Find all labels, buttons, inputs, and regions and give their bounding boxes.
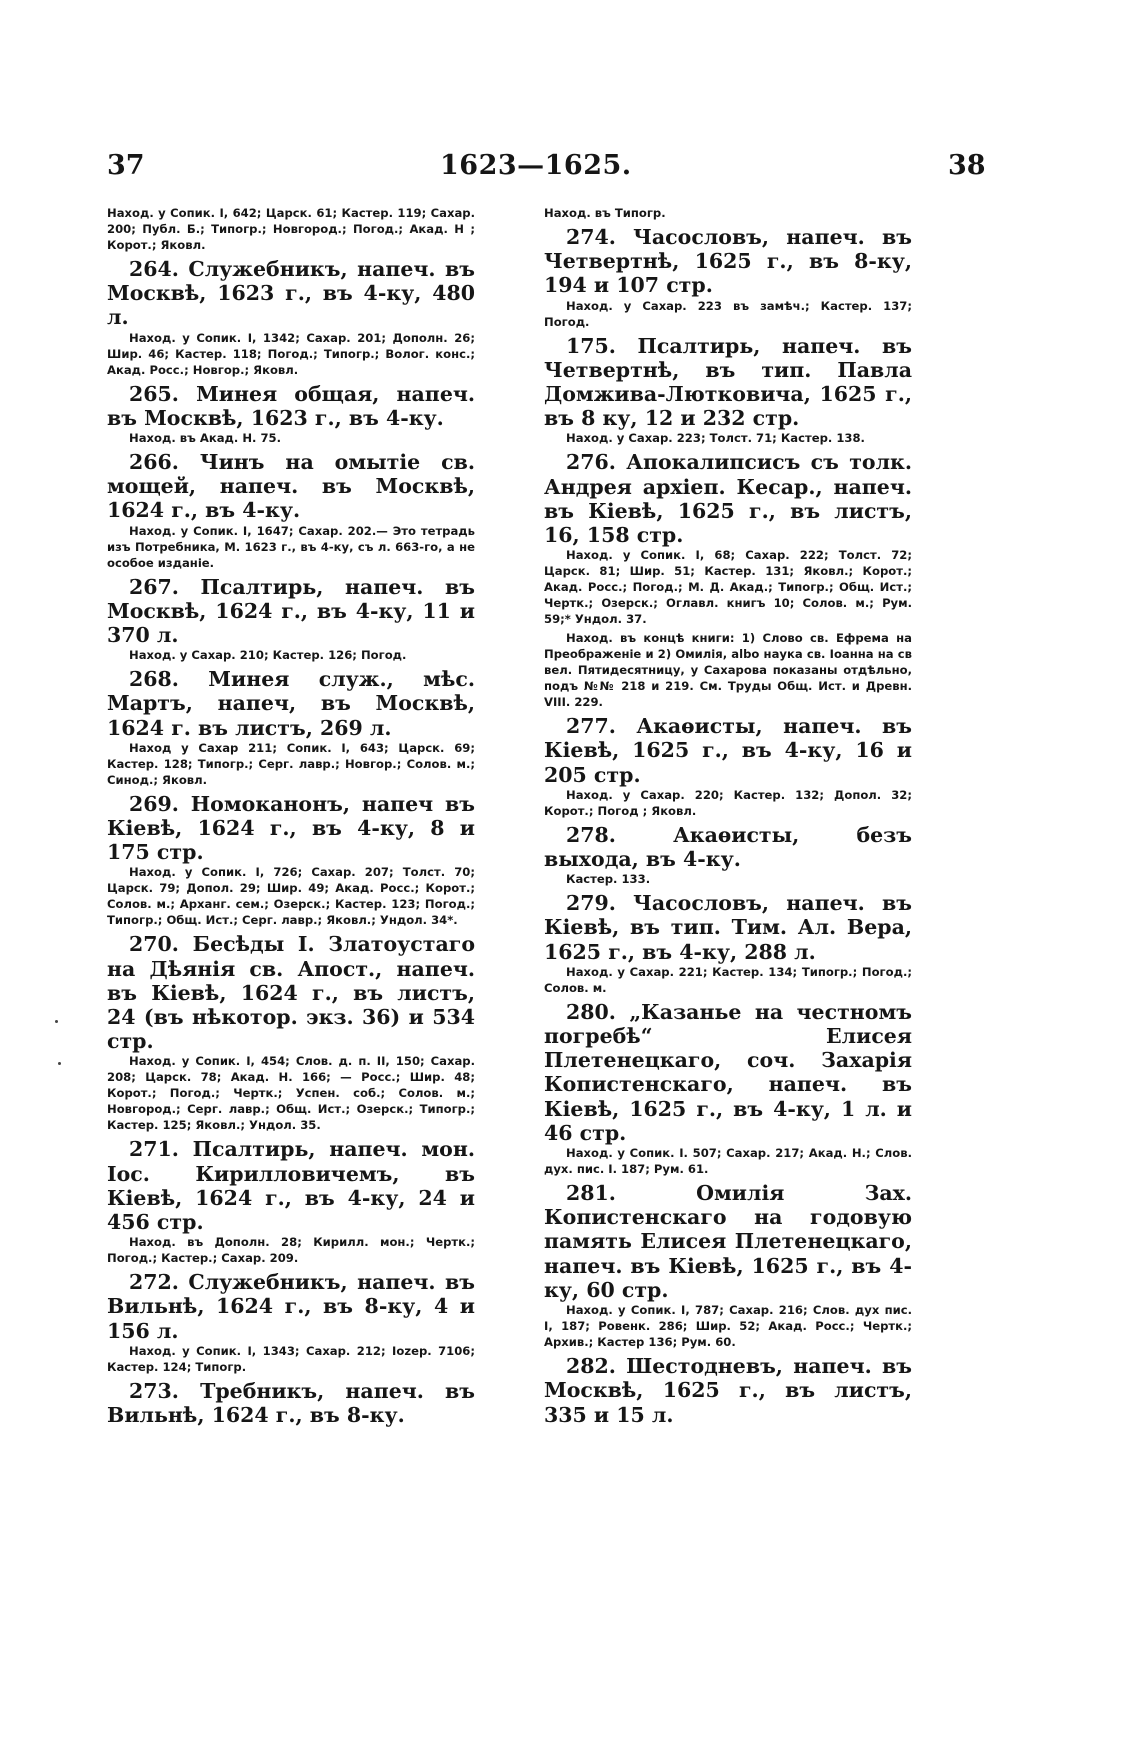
holdings-note: Наход. въ Акад. Н. 75.	[129, 431, 282, 446]
page-number-right: 38	[948, 150, 986, 181]
entry-title: 266. Чинъ на омытіе св. мощей, напеч. въ Москвѣ, 1624 г., въ 4-ку.	[107, 450, 475, 523]
holdings-note: Наход. у Сопик. I, 1343; Сахар. 212; Іоzер. 7106; Кастер. 124; Типогр.	[107, 1343, 475, 1374]
entry-title: 277. Акаѳисты, напеч. въ Кіевѣ, 1625 г., въ 4-ку, 16 и 205 стр.	[544, 714, 912, 787]
catalog-entry	[107, 667, 475, 788]
entry-title: 175. Псалтирь, напеч. въ Четвертнѣ, въ тип. Павла Домжива-Лютковича, 1625 г., въ 8 ку, 12 и 232 стр.	[544, 333, 912, 431]
holdings-note: Наход. у Сопик. I. 507; Сахар. 217; Акад. Н.; Слов. дух. пис. I. 187; Рум. 61.	[544, 1146, 912, 1177]
holdings-note: Наход. въ Дополн. 28; Кирилл. мон.; Чертк.; Погод.; Кастер.; Сахар. 209.	[107, 1235, 475, 1266]
catalog-entry	[107, 575, 475, 664]
catalog-entry	[107, 932, 475, 1133]
holdings-note: Наход. у Сахар. 221; Кастер. 134; Типогр.; Погод.; Солов. м.	[544, 964, 912, 995]
holdings-note: Наход. въ концѣ книги: 1) Слово св. Ефрема на Преображеніе и 2) Омилія, albo наука св. Іоанна на св вел. Пятидесятницу, у Сахарова показаны отдѣльно, подъ №№ 218 и 219. См. Труды Общ. Ист. и Древн. VIII. 229.	[544, 631, 912, 710]
holdings-note: Наход. у Сопик. I, 454; Слов. д. п. II, 150; Сахар. 208; Царск. 78; Акад. Н. 166; — Росс.; Шир. 48; Корот.; Погод.; Чертк.; Успен. соб.; Солов. м.; Новгород.; Серг. лавр.; Общ. Ист.; Озерск.; Типогр.; Кастер. 125; Яковл.; Ундол. 35.	[107, 1054, 475, 1133]
holdings-note: Наход. у Сахар. 210; Кастер. 126; Погод.	[129, 648, 407, 663]
catalog-entry	[544, 225, 912, 330]
holdings-note: Наход. у Сопик. I, 1647; Сахар. 202.— Это тетрадь изъ Потребника, М. 1623 г., въ 4-ку, съ л. 663-го, а не особое изданіе.	[107, 523, 475, 570]
page-number-left: 37	[107, 150, 145, 181]
scan-speck	[55, 1020, 58, 1023]
catalog-entry	[107, 1137, 475, 1266]
right-column	[544, 205, 912, 1431]
entry-title: 268. Минея служ., мѣс. Мартъ, напеч, въ Москвѣ, 1624 г. въ листъ, 269 л.	[107, 667, 475, 740]
catalog-entry	[544, 1000, 912, 1177]
entry-title: 282. Шестодневъ, напеч. въ Москвѣ, 1625 г., въ листъ, 335 и 15 л.	[544, 1354, 912, 1427]
catalog-entry	[544, 205, 912, 221]
catalog-entry	[544, 450, 912, 710]
entry-title: 272. Служебникъ, напеч. въ Вильнѣ, 1624 г., въ 8-ку, 4 и 156 л.	[107, 1270, 475, 1343]
catalog-entry	[544, 714, 912, 819]
catalog-entry	[544, 823, 912, 887]
entry-title: 278. Акаѳисты, безъ выхода, въ 4-ку.	[544, 822, 912, 872]
catalog-entry	[107, 257, 475, 378]
catalog-entry	[544, 891, 912, 996]
entry-title: 274. Часословъ, напеч. въ Четвертнѣ, 1625 г., въ 8-ку, 194 и 107 стр.	[544, 225, 912, 298]
catalog-entry	[107, 1379, 475, 1427]
entry-title: 265. Минея общая, напеч. въ Москвѣ, 1623 г., въ 4-ку.	[107, 381, 475, 430]
entry-title: 280. „Казанье на честномъ погребѣ“ Елисея Плетенецкаго, соч. Захарія Копистенскаго, напеч. въ Кіевѣ, 1625 г., въ 4-ку, 1 л. и 46 стр.	[544, 999, 912, 1145]
holdings-note: Наход. у Сопик. I, 68; Сахар. 222; Толст. 72; Царск. 81; Шир. 51; Кастер. 131; Яковл.; Корот.; Акад. Росс.; Погод.; М. Д. Акад.; Типогр.; Общ. Ист.; Чертк.; Озерск.; Оглавл. книгъ 10; Солов. м.; Рум. 59;* Ундол. 37.	[544, 548, 912, 627]
holdings-note: Кастер. 133.	[566, 872, 651, 887]
catalog-entry	[107, 450, 475, 571]
entry-title: 281. Омилія Зах. Копистенскаго на годовую память Елисея Плетенецкаго, напеч. въ Кіевѣ, 1625 г., въ 4-ку, 60 стр.	[544, 1181, 912, 1302]
catalog-entry	[107, 1270, 475, 1375]
entry-title: 264. Служебникъ, напеч. въ Москвѣ, 1623 г., въ 4-ку, 480 л.	[107, 257, 475, 330]
catalog-entry	[107, 205, 475, 253]
catalog-entry	[544, 1181, 912, 1350]
entry-title: 267. Псалтирь, напеч. въ Москвѣ, 1624 г., въ 4-ку, 11 и 370 л.	[107, 574, 475, 648]
entry-title: 279. Часословъ, напеч. въ Кіевѣ, въ тип. Тим. Ал. Вера, 1625 г., въ 4-ку, 288 л.	[544, 891, 912, 964]
entry-title: 269. Номоканонъ, напеч въ Кіевѣ, 1624 г., въ 4-ку, 8 и 175 стр.	[107, 791, 475, 865]
catalog-entry	[107, 792, 475, 929]
catalog-entry	[544, 1354, 912, 1427]
holdings-note: Наход у Сахар 211; Сопик. I, 643; Царск. 69; Кастер. 128; Типогр.; Серг. лавр.; Новгор.; Солов. м.; Синод.; Яковл.	[107, 740, 475, 787]
holdings-note: Наход. въ Типогр.	[544, 206, 666, 220]
catalog-entry	[107, 382, 475, 446]
entry-title: 273. Требникъ, напеч. въ Вильнѣ, 1624 г., въ 8-ку.	[107, 1378, 475, 1428]
entry-title: 270. Бесѣды I. Златоустаго на Дѣянія св. Апост., напеч. въ Кіевѣ, 1624 г., въ листъ, 24 (въ нѣкотор. экз. 36) и 534 стр.	[107, 932, 475, 1054]
scan-speck	[58, 1062, 61, 1065]
holdings-note: Наход. у Сопик. I, 642; Царск. 61; Кастер. 119; Сахар. 200; Публ. Б.; Типогр.; Новгород.; Погод.; Акад. Н ; Корот.; Яковл.	[107, 206, 475, 252]
entry-title: 276. Апокалипсисъ съ толк. Андрея архіеп. Кесар., напеч. въ Кіевѣ, 1625 г., въ листъ, 16, 158 стр.	[544, 450, 912, 548]
catalog-entry	[544, 334, 912, 447]
holdings-note: Наход. у Сахар. 223; Толст. 71; Кастер. 138.	[566, 431, 865, 446]
holdings-note: Наход. у Сопик. I, 787; Сахар. 216; Слов. дух пис. I, 187; Ровенк. 286; Шир. 52; Акад. Росс.; Чертк.; Архив.; Кастер 136; Рум. 60.	[544, 1303, 912, 1350]
holdings-note: Наход. у Сопик. I, 1342; Сахар. 201; Дополн. 26; Шир. 46; Кастер. 118; Погод.; Типогр.; Волог. конс.; Акад. Росс.; Новгор.; Яковл.	[107, 330, 475, 377]
entry-title: 271. Псалтирь, напеч. мон. Іос. Кирилловичемъ, въ Кіевѣ, 1624 г., въ 4-ку, 24 и 456 стр.	[107, 1137, 475, 1235]
year-range-heading: 1623—1625.	[440, 150, 632, 181]
holdings-note: Наход. у Сопик. I, 726; Сахар. 207; Толст. 70; Царск. 79; Допол. 29; Шир. 49; Акад. Росс.; Корот.; Солов. м.; Арханг. сем.; Озерск.; Кастер. 123; Погод.; Типогр.; Общ. Ист.; Серг. лавр.; Яковл.; Ундол. 34*.	[107, 865, 475, 928]
holdings-note: Наход. у Сахар. 220; Кастер. 132; Допол. 32; Корот.; Погод ; Яковл.	[544, 787, 912, 818]
holdings-note: Наход. у Сахар. 223 въ замѣч.; Кастер. 137; Погод.	[544, 298, 912, 329]
left-column	[107, 205, 475, 1431]
